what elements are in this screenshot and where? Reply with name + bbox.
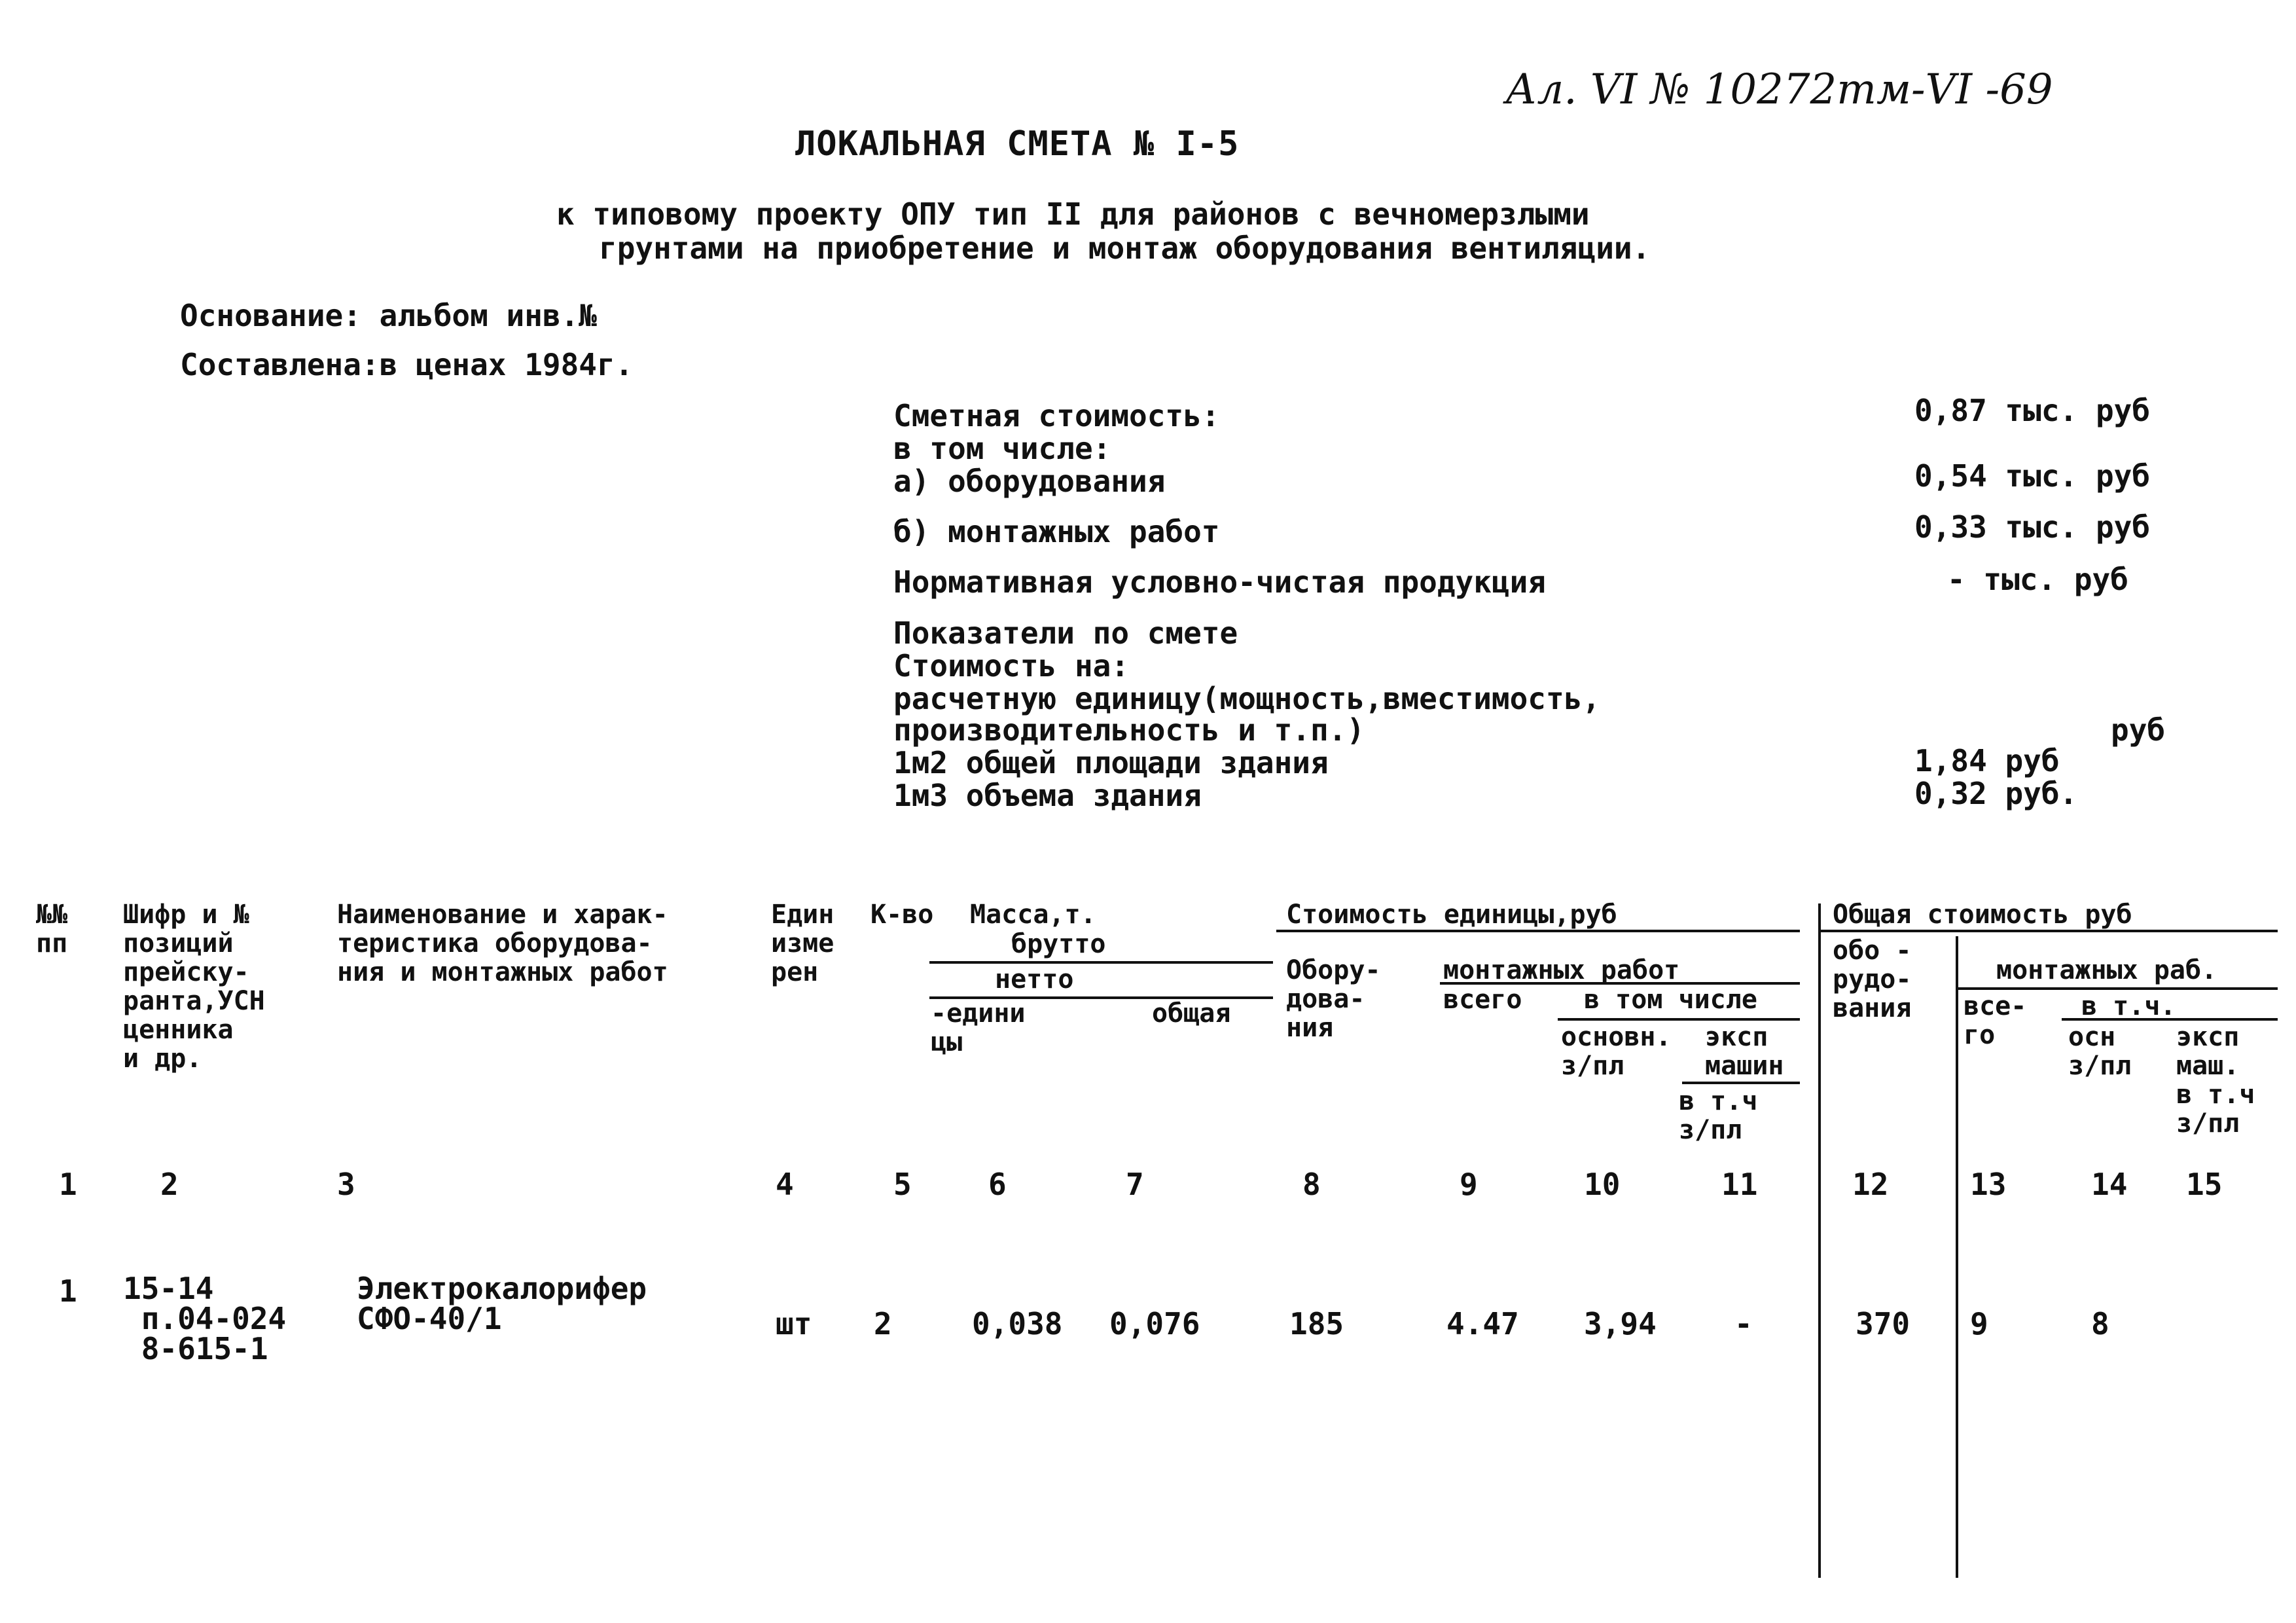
area-value: 1,84 руб xyxy=(1914,743,2060,778)
row-base-wage-total: 8 xyxy=(2091,1306,2109,1341)
row-install-total: 9 xyxy=(1970,1306,1988,1341)
header-install-total: монтажных раб. xyxy=(1996,955,2217,985)
unit-value: руб xyxy=(2111,712,2166,748)
unit-label-line-1: расчетную единицу(мощность,вместимость, xyxy=(893,681,1601,716)
cost-on-label: Стоимость на: xyxy=(893,648,1130,684)
row-equipment-total: 370 xyxy=(1856,1306,1910,1341)
header-total-cost: Общая стоимость руб xyxy=(1833,900,2132,930)
header-unit-cost: Стоимость единицы,руб xyxy=(1286,900,1617,930)
column-number-13: 13 xyxy=(1970,1167,2007,1202)
column-number-14: 14 xyxy=(2091,1167,2128,1202)
normative-label: Нормативная условно-чистая продукция xyxy=(893,564,1546,600)
row-base-wage: 3,94 xyxy=(1584,1306,1657,1341)
installation-label: б) монтажных работ xyxy=(893,514,1220,549)
row-number: 1 xyxy=(59,1273,77,1309)
column-number-1: 1 xyxy=(59,1167,77,1202)
including-label: в том числе: xyxy=(893,431,1111,466)
column-number-6: 6 xyxy=(988,1167,1007,1202)
unit-label-line-2: производительность и т.п.) xyxy=(893,712,1365,748)
header-row-number: №№ пп xyxy=(36,900,68,958)
rule-including-total xyxy=(2062,1018,2278,1021)
header-machines: эксп машин xyxy=(1705,1022,1784,1081)
compiled-text: Составлена:в ценах 1984г. xyxy=(180,347,634,382)
row-name: Электрокалорифер СФО-40/1 xyxy=(357,1271,647,1336)
rule-machines xyxy=(1682,1082,1800,1084)
column-number-10: 10 xyxy=(1584,1167,1621,1202)
page-title: ЛОКАЛЬНАЯ СМЕТА № I-5 xyxy=(795,124,1240,164)
row-unit: шт xyxy=(776,1306,812,1341)
header-netto: нетто xyxy=(995,964,1074,994)
normative-value: - тыс. руб xyxy=(1947,562,2128,597)
column-number-4: 4 xyxy=(776,1167,794,1202)
column-number-2: 2 xyxy=(160,1167,179,1202)
column-number-9: 9 xyxy=(1460,1167,1478,1202)
rule-netto xyxy=(929,996,1273,999)
column-number-5: 5 xyxy=(893,1167,912,1202)
area-label: 1м2 общей площади здания xyxy=(893,745,1329,780)
header-install-all: всего xyxy=(1443,985,1522,1015)
row-mass-total: 0,076 xyxy=(1109,1306,1200,1341)
row-code: 15-14 п.04-024 8-615-1 xyxy=(123,1271,287,1366)
row-quantity: 2 xyxy=(874,1306,892,1341)
row-install-unit: 4.47 xyxy=(1446,1306,1519,1341)
estimated-cost-value: 0,87 тыс. руб xyxy=(1914,393,2151,428)
header-name: Наименование и харак- теристика оборудова- ния и монтажных работ xyxy=(337,900,668,987)
archive-mark: Ал. VI № 10272тм-VI -69 xyxy=(1505,65,2053,114)
basis-text: Основание: альбом инв.№ xyxy=(180,298,597,333)
header-equipment-unit: Обору- дова- ния xyxy=(1286,955,1381,1043)
header-including-total: в т.ч. xyxy=(2081,991,2176,1021)
header-mass-total: общая xyxy=(1152,998,1231,1029)
header-base-wage: основн. з/пл xyxy=(1561,1022,1672,1081)
column-number-7: 7 xyxy=(1126,1167,1144,1202)
header-base-wage-total: осн з/пл xyxy=(2068,1022,2132,1081)
volume-value: 0,32 руб. xyxy=(1914,776,2078,811)
header-install-total-all: все- го xyxy=(1964,991,2027,1050)
rule-install-total xyxy=(1957,987,2278,990)
separator-install-total xyxy=(1956,936,1958,1578)
rule-unit-cost xyxy=(1276,930,1800,932)
equipment-label: а) оборудования xyxy=(893,464,1166,499)
volume-label: 1м3 объема здания xyxy=(893,778,1202,813)
estimated-cost-label: Сметная стоимость: xyxy=(893,398,1220,433)
header-quantity: К-во xyxy=(870,900,934,930)
header-mass-unit: -едини цы xyxy=(931,998,1026,1057)
header-machines-wage: в т.ч з/пл xyxy=(1679,1086,1758,1145)
equipment-value: 0,54 тыс. руб xyxy=(1914,458,2151,494)
column-number-3: 3 xyxy=(337,1167,355,1202)
rule-including-unit xyxy=(1558,1018,1800,1021)
header-code: Шифр и № позиций прейску- ранта,УСН ценника и др. xyxy=(123,900,265,1074)
header-install-unit: монтажных работ xyxy=(1443,955,1680,985)
installation-value: 0,33 тыс. руб xyxy=(1914,509,2151,545)
header-including-unit: в том числе xyxy=(1584,985,1757,1015)
column-number-15: 15 xyxy=(2186,1167,2223,1202)
indicators-label: Показатели по смете xyxy=(893,615,1238,651)
column-number-11: 11 xyxy=(1721,1167,1758,1202)
row-equipment-unit: 185 xyxy=(1289,1306,1344,1341)
column-number-12: 12 xyxy=(1852,1167,1889,1202)
subtitle-line-1: к типовому проекту ОПУ тип II для районов с вечномерзлыми xyxy=(556,196,1590,232)
header-equipment-total: обо - рудо- вания xyxy=(1833,936,1912,1023)
rule-brutto xyxy=(929,961,1273,964)
header-unit: Един изме рен xyxy=(771,900,834,987)
header-brutto: брутто xyxy=(1011,929,1106,959)
row-machines: - xyxy=(1734,1306,1753,1341)
separator-equipment-total xyxy=(1818,903,1821,1578)
header-mass: Масса,т. xyxy=(970,900,1096,930)
rule-total-cost xyxy=(1820,930,2278,932)
row-mass-unit: 0,038 xyxy=(972,1306,1063,1341)
rule-install-unit xyxy=(1440,982,1800,985)
column-number-8: 8 xyxy=(1302,1167,1321,1202)
subtitle-line-2: грунтами на приобретение и монтаж оборудования вентиляции. xyxy=(599,230,1651,266)
header-machines-total: эксп маш. в т.ч з/пл xyxy=(2176,1022,2255,1139)
